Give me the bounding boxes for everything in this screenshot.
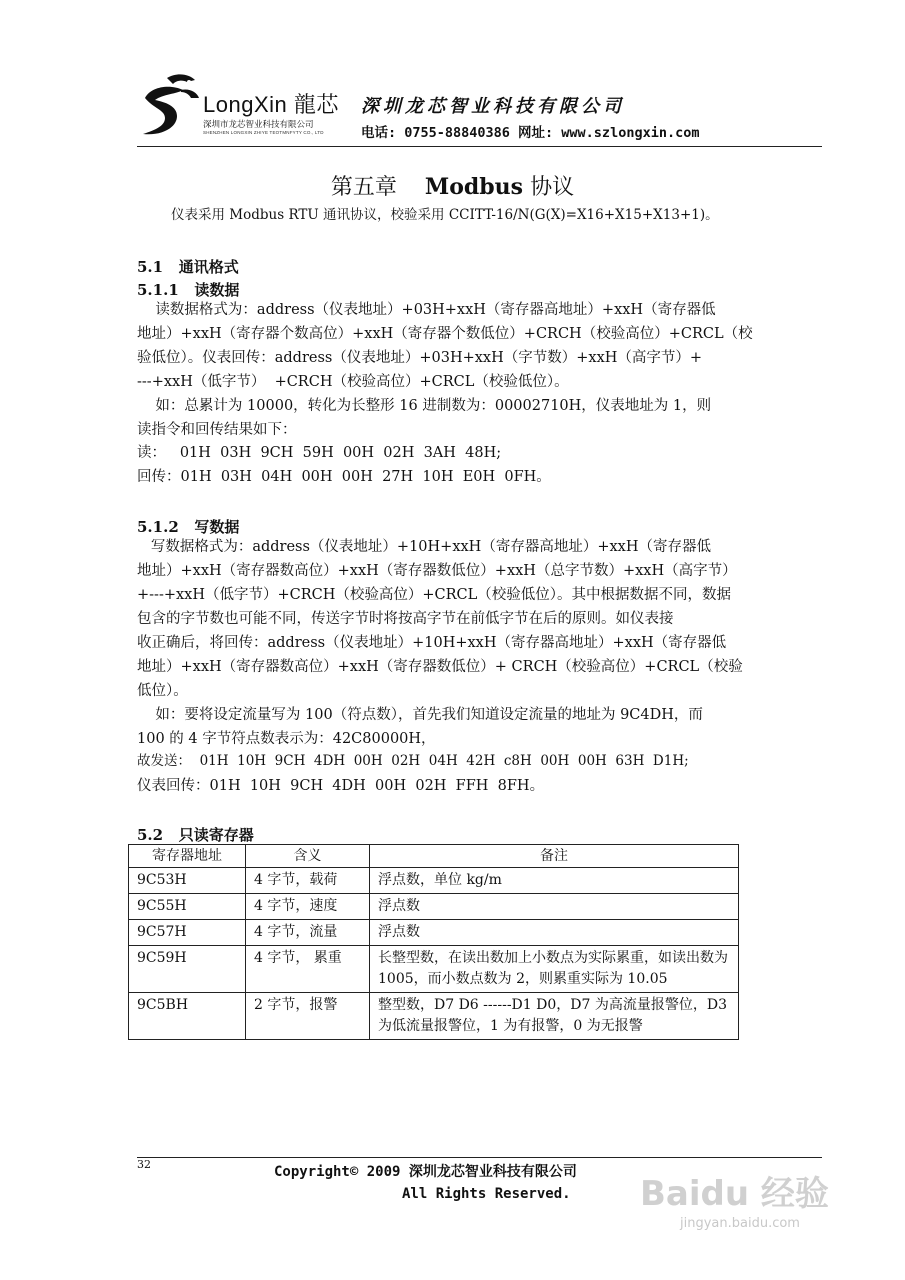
brand-subtitle-en: SHENZHEN LONGXIN ZHIYE TEOTMNFYTY CO., LTD	[203, 130, 324, 135]
company-name: 深圳龙芯智业科技有限公司	[361, 96, 625, 117]
table-row	[129, 868, 739, 894]
section-5-1-heading: 5.1 通讯格式	[137, 258, 239, 276]
register-note: 浮点数	[370, 920, 739, 946]
section-5-1-2-heading: 5.1.2 写数据	[137, 518, 240, 536]
register-note: 整型数，D7 D6 ------D1 D0，D7 为高流量报警位，D3 为低流量报警位，1 为有报警，0 为无报警	[370, 993, 739, 1040]
chapter-title	[0, 170, 905, 201]
write-line: 如：要将设定流量写为 100（符点数），首先我们知道设定流量的地址为 9C4DH，而	[137, 707, 703, 723]
baidu-watermark: Baidu 经验	[640, 1174, 829, 1214]
footer-divider	[137, 1157, 822, 1158]
intro-text: 仪表采用 Modbus RTU 通讯协议，校验采用 CCITT-16/N(G(X)=X16+X15+X13+1)。	[171, 207, 719, 223]
table-row	[129, 920, 739, 946]
brand-name: LongXin 龍芯	[203, 92, 339, 117]
write-line: 地址）+xxH（寄存器数高位）+xxH（寄存器数低位）+xxH（总字节数）+xxH（高字节）	[137, 563, 737, 579]
write-line: 100 的 4 字节符点数表示为：42C80000H，	[137, 731, 436, 747]
read-line: 如：总累计为 10000，转化为长整形 16 进制数为：00002710H，仪表地址为 1，则	[137, 398, 712, 414]
section-5-1-1-heading: 5.1.1 读数据	[137, 281, 240, 299]
rights-reserved: All Rights Reserved.	[402, 1186, 571, 1202]
column-header: 寄存器地址	[129, 845, 246, 868]
device-reply: 仪表回传：01H 10H 9CH 4DH 00H 02H FFH 8FH。	[137, 778, 545, 794]
register-meaning: 4 字节，速度	[246, 894, 370, 920]
send-command: 故发送： 01H 10H 9CH 4DH 00H 02H 04H 42H c8H 00H 00H 63H D1H;	[137, 753, 689, 769]
register-meaning: 4 字节，流量	[246, 920, 370, 946]
company-contact: 电话: 0755-88840386 网址: www.szlongxin.com	[361, 125, 700, 141]
register-address: 9C57H	[129, 920, 246, 946]
column-header: 备注	[370, 845, 739, 868]
register-note: 长整型数，在读出数加上小数点为实际累重，如读出数为 1005，而小数点数为 2，则累重实际为 10.05	[370, 946, 739, 993]
register-meaning: 4 字节，载荷	[246, 868, 370, 894]
read-line: 读数据格式为：address（仪表地址）+03H+xxH（寄存器高地址）+xxH（寄存器低	[137, 302, 716, 318]
table-header-row	[129, 845, 739, 868]
write-line: 写数据格式为：address（仪表地址）+10H+xxH（寄存器高地址）+xxH（寄存器低	[137, 539, 711, 555]
chapter-suffix: 协议	[530, 175, 575, 200]
brand-subtitle: 深圳市龙芯智业科技有限公司	[203, 119, 314, 129]
register-note: 浮点数，单位 kg/m	[370, 868, 739, 894]
chapter-prefix: 第五章	[330, 175, 397, 200]
page-number: 32	[137, 1158, 151, 1171]
read-line: 地址）+xxH（寄存器个数高位）+xxH（寄存器个数低位）+CRCH（校验高位）+CRCL（校	[137, 326, 753, 342]
write-line: 包含的字节数也可能不同，传送字节时将按高字节在前低字节在后的原则。如仪表接	[137, 611, 674, 627]
register-address: 9C55H	[129, 894, 246, 920]
section-5-2-heading: 5.2 只读寄存器	[137, 826, 254, 844]
write-line: 地址）+xxH（寄存器数高位）+xxH（寄存器数低位）+ CRCH（校验高位）+CRCL（校验	[137, 659, 743, 675]
write-line: +---+xxH（低字节）+CRCH（校验高位）+CRCL（校验低位）。其中根据数据不同，数据	[137, 587, 732, 603]
table-row	[129, 894, 739, 920]
chapter-bold: Modbus	[424, 174, 524, 200]
copyright: Copyright© 2009 深圳龙芯智业科技有限公司	[274, 1164, 577, 1180]
register-meaning: 4 字节， 累重	[246, 946, 370, 993]
write-line: 低位）。	[137, 683, 188, 699]
read-command: 读： 01H 03H 9CH 59H 00H 02H 3AH 48H;	[137, 445, 502, 461]
register-meaning: 2 字节，报警	[246, 993, 370, 1040]
table-row	[129, 993, 739, 1040]
read-line: 验低位）。仪表回传：address（仪表地址）+03H+xxH（字节数）+xxH（高字节）+	[137, 350, 703, 366]
register-address: 9C53H	[129, 868, 246, 894]
read-line: 读指令和回传结果如下：	[137, 422, 297, 438]
dragon-logo-icon	[137, 68, 203, 144]
column-header: 含义	[246, 845, 370, 868]
read-response: 回传：01H 03H 04H 00H 00H 27H 10H E0H 0FH。	[137, 469, 551, 485]
write-line: 收正确后，将回传：address（仪表地址）+10H+xxH（寄存器高地址）+xxH（寄存器低	[137, 635, 727, 651]
register-address: 9C59H	[129, 946, 246, 993]
baidu-watermark-url: jingyan.baidu.com	[680, 1216, 800, 1231]
table-row	[129, 946, 739, 993]
read-line: ---+xxH（低字节） +CRCH（校验高位）+CRCL（校验低位）。	[137, 374, 569, 390]
register-note: 浮点数	[370, 894, 739, 920]
register-address: 9C5BH	[129, 993, 246, 1040]
register-table	[128, 844, 739, 1040]
header-divider	[137, 146, 822, 147]
